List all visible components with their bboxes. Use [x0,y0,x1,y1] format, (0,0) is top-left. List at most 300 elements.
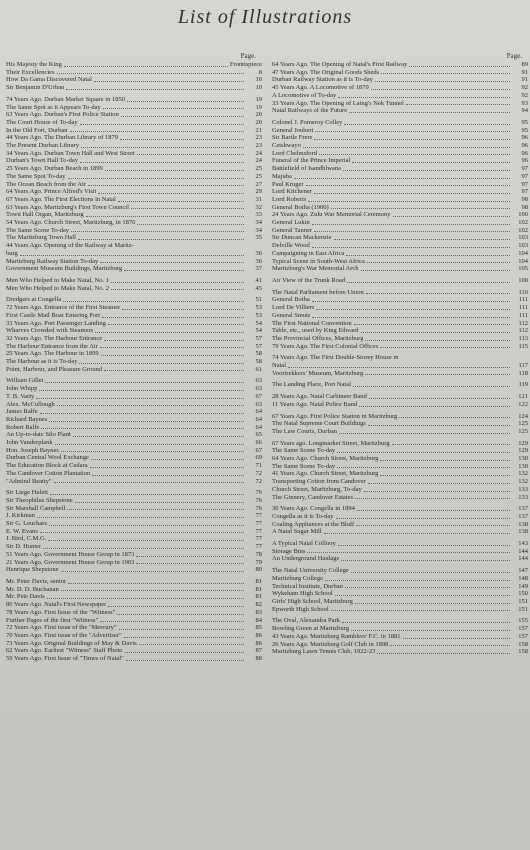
leader-dots [368,425,510,426]
page-number: 96 [521,149,528,157]
page-number: 79 [255,558,262,566]
leader-dots [380,460,510,461]
page-number: 54 [255,319,262,327]
leader-dots [346,255,510,256]
leader-dots [103,108,244,109]
illustration-entry [6,489,262,497]
illustration-entry [6,454,262,462]
illustration-entry [272,173,528,181]
illustration-entry [6,188,262,196]
page-number: 21 [255,126,262,134]
illustration-entry [272,440,528,448]
illustration-title: 67 Years Ago. First Police Station in Maritzburg [272,412,398,420]
illustration-entry [6,609,262,617]
leader-dots [136,556,244,557]
page-number: 86 [255,631,262,639]
illustration-entry [272,61,528,69]
page-number: 72 [255,477,262,485]
illustration-entry [272,219,528,227]
leader-dots [306,185,510,186]
leader-dots [308,201,510,202]
illustration-title: The Education Block at Cedara [6,462,88,470]
leader-dots [119,629,244,630]
illustration-title: Storage Bins [272,547,306,555]
illustration-title: Lord De Villiers [272,304,315,312]
illustration-title: Paul Kruger [272,180,304,188]
illustration-entry [272,181,528,189]
illustration-title: Hon. Joseph Baynes [6,446,59,454]
illustration-title: Church Street, Maritzburg, To-day [272,485,362,493]
leader-dots [314,139,510,140]
leader-dots [337,452,510,453]
leader-dots [36,398,244,399]
illustration-entry [272,555,528,563]
illustration-title: Lord Kitchener [272,188,312,196]
illustration-entry [6,439,262,447]
illustration-entry [6,350,262,358]
page-number: 63 [255,377,262,385]
illustration-title: Sir Duncan Mackenzie [272,234,332,242]
page-number: 36 [255,249,262,257]
illustration-title: Mr. Peter Davis, senior [6,578,67,585]
page-number: 33 [255,211,262,219]
page-number: 93 [521,99,528,107]
illustration-title: General Tanner [272,226,313,234]
illustration-title: General Lukin [272,219,310,227]
illustration-entry [6,497,262,505]
illustration-title: 26 Years Ago. Maritzburg Golf Club in 1898 [272,640,389,648]
illustration-title: 74 Years Ago. The First Double-Storey House in [272,354,399,362]
illustration-entry [6,343,262,351]
illustration-title: 44 Years Ago. Opening of the Railway at Maritz- [6,242,134,250]
leader-dots [104,370,244,371]
illustration-title: J. Kirkman [6,512,35,520]
illustration-entry [6,204,262,212]
illustration-entry [6,61,262,69]
illustration-entry [6,431,262,439]
illustration-title: Air View of the Trunk Road [272,276,345,284]
leader-dots [392,444,510,445]
illustration-entry [6,543,262,551]
illustration-entry [272,362,528,370]
illustration-title: Mr. D. D. Buchanan [6,585,59,593]
illustration-title: Mr. Pete Davis [6,593,45,601]
illustration-title: The Harbour Entrance from the Air [6,342,98,350]
leader-dots [356,525,510,526]
page-number: Frontispiece [229,61,262,68]
illustration-title: Sir Theophilus Shepstone [6,496,73,504]
page-number: 148 [518,574,528,582]
illustration-title: 21 Years Ago. Government House Group in 1903 [6,558,135,566]
illustration-entry [272,401,528,409]
page-column-header: Page. [240,52,256,60]
page-number: 29 [255,188,262,196]
illustration-title: Coaling Appliances at the Bluff [272,520,355,528]
illustration-entry [6,165,262,173]
page-number: 53 [255,311,262,319]
illustration-title: 78 Years Ago. First Issue of the "Witness" [6,608,116,616]
illustration-entry [272,625,528,633]
illustration-title: The First National Convention [272,319,352,327]
leader-dots [95,332,244,333]
illustration-entry [6,551,262,559]
illustration-title: Men Who Helped to Make Natal, No. 1 [6,276,109,284]
illustration-entry [272,242,528,250]
page-number: 58 [255,358,262,366]
illustration-title: The Natal Parliament before Union [272,288,364,296]
illustration-entry [272,590,528,598]
page-number: 138 [518,520,528,528]
illustration-entry [6,632,262,640]
illustration-entry [272,633,528,641]
leader-dots [364,491,510,492]
illustration-title: Richard Baynes [6,415,48,423]
illustration-title: 74 Years Ago. Durban Market Square in 1850 [6,95,125,103]
illustration-entry [6,234,262,242]
illustration-entry [272,265,528,273]
leader-dots [366,293,510,294]
page-number: 125 [518,420,528,428]
page-number: 129 [518,447,528,455]
leader-dots [390,645,510,646]
illustration-entry [6,111,262,119]
illustration-title: The Provincial Offices, Maritzburg [272,334,364,342]
illustration-title: General Smuts [272,311,311,319]
illustration-title: 25 Years Ago. The Harbour in 1899 [6,350,99,358]
page-number: 35 [255,234,262,242]
illustration-title: 80 Years Ago. Natal's First Newspaper [6,601,107,609]
leader-dots [45,382,244,383]
illustration-entry [272,583,528,591]
page-number: 104 [518,249,528,257]
illustration-title: 44 Years Ago. The Durban Library of 1879 [6,134,118,142]
page-number: 118 [518,369,528,377]
leader-dots [312,301,510,302]
page-number: 91 [521,76,528,84]
illustration-title: J. Bird, C.M.G. [6,535,47,543]
page-number: 125 [518,427,528,435]
page-number: 31 [255,195,262,203]
illustration-title: Durban Central Wool Exchange [6,454,89,462]
illustration-entry [272,227,528,235]
page-number: 10 [255,76,262,84]
illustration-entry [272,540,528,548]
page-number: 98 [521,203,528,211]
illustration-entry [6,358,262,366]
illustration-entry [6,296,262,304]
page-number: 19 [255,103,262,111]
illustration-title: 24 Years Ago. Zulu War Memorial Ceremony [272,211,391,219]
page-number: 111 [518,296,528,304]
page-number: 102 [518,226,528,234]
illustration-title: Girls' High School, Maritzburg [272,598,353,605]
leader-dots [80,124,244,125]
illustration-entry [272,463,528,471]
illustration-entry [6,470,262,478]
illustration-title: 64 Years Ago. Church Street, Maritzburg [272,455,379,463]
illustration-entry [6,134,262,142]
illustration-entry [6,76,262,84]
page-number: 124 [518,412,528,420]
page-number: 25 [255,172,262,180]
illustration-entry [272,258,528,266]
page-number: 63 [255,385,262,393]
illustration-title: 28 Years Ago. Natal Carbineer Band [272,393,367,401]
page-number: 41 [255,276,262,284]
page-number: 23 [255,142,262,150]
page-column-header: Page. [506,52,522,60]
leader-dots [351,572,510,573]
illustration-title: John Whipp [6,385,38,393]
leader-dots [66,89,244,90]
illustration-title: Sir D. Hunter [6,543,42,551]
leader-dots [127,101,244,102]
illustration-title: Sir Bartle Frere [272,134,313,142]
page-number: 96 [521,134,528,142]
leader-dots [393,216,510,217]
illustration-entry [272,92,528,100]
illustration-entry [6,327,262,335]
illustration-title: Sir Liege Hulett [6,489,48,497]
illustration-entry [272,513,528,521]
leader-dots [43,548,244,549]
illustration-entry [272,150,528,158]
page-number: 96 [521,142,528,150]
leader-dots [345,587,510,588]
illustration-title: Battlefield of Isandhlwana [272,165,341,173]
illustration-entry [6,304,262,312]
illustration-entry [6,173,262,181]
leader-dots [37,517,244,518]
leader-dots [355,603,510,604]
leader-dots [81,147,244,148]
page-number: 92 [521,91,528,99]
page-number: 84 [255,616,262,624]
illustration-title: 32 Years Ago. The Harbour Entrance [6,334,103,342]
leader-dots [61,590,244,591]
illustration-title: General Botha (1900) [272,203,329,211]
illustration-title: 41 Years Ago. Church Street, Maritzburg [272,470,379,478]
illustration-title: Technical Institute, Durban [272,582,343,590]
illustration-entry [272,343,528,351]
leader-dots [124,270,244,271]
leader-dots [111,282,244,283]
illustration-title: Typical Scene in South-West Africa [272,257,365,265]
illustration-entry [6,586,262,594]
illustration-entry [272,211,528,219]
page-number: 105 [518,265,528,273]
leader-dots [335,595,510,596]
leader-dots [88,185,244,186]
page-number: 77 [255,543,262,551]
illustration-title: An Up-to-date Silo Plant [6,431,71,439]
illustration-title: Bowling Green at Maritzburg [272,625,349,633]
page-number: 117 [518,362,528,370]
leader-dots [79,363,244,364]
illustration-title: 67 Years ago. Longmarket Street, Maritzburg [272,439,390,447]
page-number: 23 [255,134,262,142]
leader-dots [349,112,510,113]
page-number: 8 [258,68,262,76]
leader-dots [359,406,510,407]
page-number: 150 [518,590,528,598]
page-number: 151 [518,605,528,613]
illustration-title: 25 Years Ago. Durban Beach in 1899 [6,165,103,173]
illustration-title: 51 Years Ago. Government House Group in 1873 [6,550,135,558]
illustration-entry [6,104,262,112]
illustration-entry [6,462,262,470]
leader-dots [315,131,510,132]
illustration-entry [6,242,262,250]
leader-dots [50,494,244,495]
page-number: 58 [255,350,262,358]
illustration-entry [272,188,528,196]
leader-dots [118,201,244,202]
illustration-title: Alex. McCullough [6,400,55,408]
leader-dots [307,552,510,553]
illustration-entry [272,127,528,135]
leader-dots [339,433,510,434]
illustration-title: Transporting Cotton from Candover [272,478,366,486]
leader-dots [40,532,244,533]
page-number: 112 [518,319,528,327]
illustration-title: 43 Years Ago. Maritzburg Ramblers' F.C. in 1881 [272,632,401,640]
page-number: 80 [255,566,262,574]
illustration-entry [6,142,262,150]
illustration-entry [6,393,262,401]
leader-dots [57,405,244,406]
illustration-entry [272,455,528,463]
illustration-title: Sir G. Leuchars [6,520,47,528]
page-number: 158 [518,640,528,648]
illustration-entry [6,69,262,77]
page-number: 157 [518,632,528,640]
page-number: 53 [255,304,262,312]
page-number: 67 [255,392,262,400]
illustration-title: 33 Years Ago. Port Passenger Landing [6,319,106,327]
illustration-title: The Landing Place, Port Natal [272,381,351,389]
illustration-title: 70 Years Ago. First issue of the "Advertiser" [6,631,122,639]
page-number: 155 [518,617,528,625]
illustration-title: Maritzburg Railway Station To-day [6,257,99,265]
leader-dots [341,560,510,561]
illustration-title: Henrique Shepstone [6,566,59,574]
leader-dots [403,638,510,639]
illustration-title: Delville Wood [272,242,310,250]
page-number: 77 [255,527,262,535]
illustration-title: Colonel J. Pomeroy Colley [272,118,343,126]
illustration-title: Sir Marshall Campbell [6,504,66,512]
illustration-title: Durban Railway Station as it is To-day [272,76,373,84]
illustration-title: Maritzburg Lawn Tennis Club, 1922-23 [272,648,376,656]
illustration-entry [6,401,262,409]
leader-dots [343,170,510,171]
illustration-entry [6,512,262,520]
illustration-title: The Natal Supreme Court Buildings [272,420,366,428]
page-number: 115 [518,342,528,350]
illustration-entry [272,381,528,389]
page-number: 77 [255,520,262,528]
illustration-title: The Same Scene To-day [272,462,336,470]
page-number: 87 [255,647,262,655]
illustration-entry [272,428,528,436]
page-number: 81 [255,593,262,601]
illustration-title: In the Old Fort, Durban [6,126,68,134]
illustration-title: The Ocean Beach from the Air [6,180,86,188]
leader-dots [406,104,510,105]
illustration-title: Lord Roberts [272,195,307,203]
page-number: 122 [518,400,528,408]
leader-dots [100,347,244,348]
illustration-title: A Natal Sugar Mill [272,528,322,536]
leader-dots [361,270,510,271]
illustration-entry [6,181,262,189]
leader-dots [336,518,510,519]
illustration-entry [272,335,528,343]
illustration-entry [6,320,262,328]
illustration-entry [272,413,528,421]
leader-dots [314,193,510,194]
leader-dots [371,89,510,90]
leader-dots [122,309,244,310]
page-number: 92 [521,84,528,92]
leader-dots [361,332,510,333]
illustration-entry [272,107,528,115]
leader-dots [354,324,510,325]
illustration-entry [6,520,262,528]
illustration-entry [272,312,528,320]
leader-dots [40,413,244,414]
leader-dots [319,154,510,155]
page-number: 76 [255,504,262,512]
page-number: 137 [518,505,528,513]
page-number: 34 [255,219,262,227]
illustration-entry [272,304,528,312]
illustration-title: Point, Harbour, and Pleasure Ground [6,365,103,373]
page-number: 54 [255,327,262,335]
illustration-title: Wykeham High School [272,590,333,598]
page-number: 83 [255,608,262,616]
leader-dots [63,301,244,302]
page-number: 103 [518,234,528,242]
illustration-entry [6,227,262,235]
illustration-title: His Majesty the King [6,61,62,68]
illustration-title: John Vanderplank [6,439,53,447]
leader-dots [294,178,510,179]
illustration-entry [6,578,262,586]
illustration-title: William Gillet [6,377,44,385]
illustration-title: burg [6,249,18,257]
page-number: 113 [518,334,528,342]
page-number: 158 [518,648,528,656]
leader-dots [39,390,244,391]
page-number: 65 [255,431,262,439]
illustration-title: 73 Years Ago. Original Buildings of May & Davis [6,639,137,647]
illustration-title: The Maritzburg Town Hall [6,234,76,242]
illustration-title: How Da Gama Discovered Natal [6,76,92,84]
right-column [272,52,528,656]
illustration-title: 64 Years Ago. The Opening of Natal's First Railway [272,61,408,68]
page-number: 63 [255,400,262,408]
illustration-entry [6,385,262,393]
page-number: 144 [518,547,528,555]
illustration-entry [6,250,262,258]
illustration-entry [6,312,262,320]
illustration-title: The Ginnery, Candover Estates [272,493,354,501]
leader-dots [314,231,510,232]
page-number: 147 [518,567,528,575]
illustration-entry [6,535,262,543]
